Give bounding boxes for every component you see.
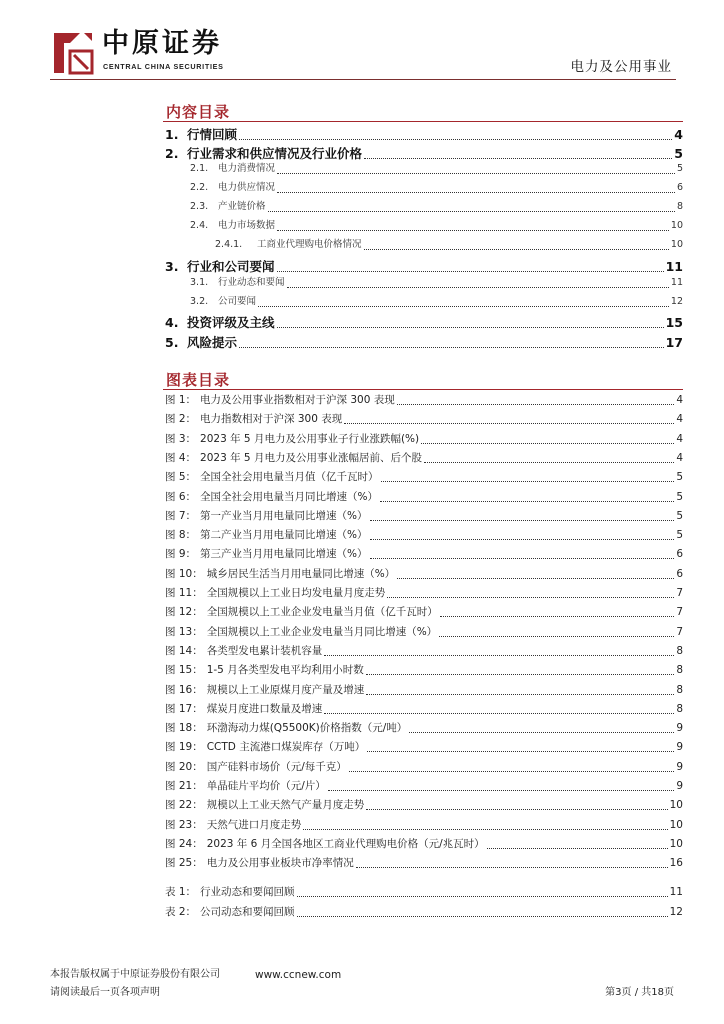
figure-item-number: 图 7： [165, 509, 197, 522]
toc-title: 内容目录 [166, 103, 231, 121]
figure-item-leader [380, 491, 674, 502]
figure-item-label: 全国全社会用电量当月值（亿千瓦时） [200, 471, 379, 484]
figure-item-label: 2023 年 6 月全国各地区工商业代理购电价格（元/兆瓦时） [206, 837, 485, 850]
toc-item-number: 5. [165, 335, 179, 350]
figure-item-page: 7 [676, 587, 683, 599]
toc-item-leader [364, 239, 669, 250]
figure-item-label: 第一产业当月用电量同比增速（%） [200, 509, 368, 522]
toc-item-number: 2.4.1. [215, 239, 243, 250]
figure-item-number: 图 25： [165, 857, 203, 870]
toc-item-leader [277, 182, 675, 193]
figure-item-page: 16 [669, 857, 683, 870]
figure-item-page: 9 [676, 760, 683, 773]
figures-title-divider [163, 389, 683, 390]
figure-item-number: 图 8： [165, 529, 197, 542]
figure-item[interactable] [165, 739, 683, 755]
figure-item-label: 煤炭月度进口数量及增速 [206, 702, 323, 715]
toc-item-page: 5 [676, 163, 683, 174]
table-item-number: 表 2： [165, 906, 197, 918]
figure-item-leader [409, 722, 674, 733]
figure-item-label: 电力及公用事业板块市净率情况 [206, 857, 354, 870]
toc-item-number: 3.1. [190, 277, 209, 288]
figure-item[interactable] [165, 778, 683, 794]
toc-item-page: 6 [676, 182, 683, 193]
toc-item-label: 工商业代理购电价格情况 [257, 239, 362, 250]
figure-item-leader [366, 684, 674, 695]
figure-item-label: 2023 年 5 月电力及公用事业涨幅居前、后个股 [200, 451, 422, 464]
figure-item-leader [367, 741, 674, 752]
figure-item-number: 图 4： [165, 451, 197, 464]
toc-item-number: 2.4. [190, 220, 209, 231]
figure-item-label: 电力指数相对于沪深 300 表现 [200, 413, 343, 426]
figure-item[interactable] [165, 855, 683, 871]
figure-item[interactable] [165, 508, 683, 524]
figure-item-number: 图 2： [165, 413, 197, 426]
figure-item-label: 1-5 月各类型发电平均利用小时数 [206, 664, 364, 677]
figure-item[interactable] [165, 643, 683, 659]
figure-item-label: 规模以上工业原煤月度产量及增速 [206, 683, 365, 696]
toc-item-page: 8 [676, 201, 683, 212]
toc-item-leader [277, 317, 664, 328]
footer-url[interactable]: www.ccnew.com [255, 969, 342, 981]
figure-item-label: 全国规模以上工业企业发电量当月同比增速（%） [206, 625, 438, 638]
figure-item-leader [387, 587, 674, 598]
toc-item-leader [277, 220, 669, 231]
toc-item-page: 17 [665, 335, 683, 350]
toc-item-number: 3.2. [190, 296, 209, 307]
toc-item[interactable] [165, 257, 683, 275]
toc-item-label: 公司要闻 [218, 296, 257, 307]
figure-item-leader [366, 799, 667, 810]
toc-item-page: 11 [665, 259, 683, 274]
brand-name-en: CENTRAL CHINA SECURITIES [103, 62, 224, 71]
figure-item[interactable] [165, 682, 683, 698]
figure-item[interactable] [165, 817, 683, 833]
toc-title-divider [163, 121, 683, 122]
figure-item-page: 10 [669, 818, 683, 831]
figure-item-number: 图 12： [165, 606, 203, 619]
toc-item-number: 4. [165, 315, 179, 330]
toc-item[interactable] [190, 219, 683, 234]
figure-item[interactable] [165, 546, 683, 562]
toc-item[interactable] [165, 125, 683, 143]
toc-item[interactable] [165, 313, 683, 331]
figure-item-page: 6 [676, 548, 683, 561]
figure-item-number: 图 17： [165, 702, 203, 715]
figure-item[interactable] [165, 759, 683, 775]
table-item-label: 公司动态和要闻回顾 [200, 906, 295, 918]
table-item[interactable] [165, 904, 683, 920]
figure-item-page: 5 [676, 509, 683, 522]
toc-item[interactable] [165, 333, 683, 351]
figure-item-number: 图 13： [165, 625, 203, 638]
figure-item[interactable] [165, 469, 683, 485]
toc-item[interactable] [165, 144, 683, 162]
figure-item-page: 5 [676, 529, 683, 542]
figure-item-number: 图 9： [165, 548, 197, 561]
toc-item-leader [277, 261, 664, 272]
figure-item[interactable] [165, 701, 683, 717]
figure-item-label: 城乡居民生活当月用电量同比增速（%） [206, 567, 396, 580]
figure-item-label: 环渤海动力煤(Q5500K)价格指数（元/吨） [206, 722, 408, 735]
figure-item-label: 全国规模以上工业企业发电量当月值（亿千瓦时） [206, 606, 438, 619]
figure-item-label: 2023 年 5 月电力及公用事业子行业涨跌幅(%) [200, 432, 420, 445]
toc-item[interactable] [215, 238, 683, 253]
toc-item-page: 11 [670, 277, 683, 288]
toc-item-number: 3. [165, 259, 179, 274]
toc-item-page: 12 [670, 296, 683, 307]
figure-item-page: 9 [676, 722, 683, 735]
toc-item-label: 投资评级及主线 [187, 315, 275, 330]
toc-item-number: 2.1. [190, 163, 209, 174]
figure-item[interactable] [165, 527, 683, 543]
figure-item-leader [324, 645, 674, 656]
figure-item-label: 各类型发电累计装机容量 [206, 644, 323, 657]
figure-item-leader [324, 703, 674, 714]
toc-item-page: 4 [674, 127, 683, 142]
figure-item-number: 图 6： [165, 490, 197, 503]
toc-item-label: 行业需求和供应情况及行业价格 [187, 146, 363, 161]
figure-item-leader [424, 452, 674, 463]
figure-item-leader [397, 568, 674, 579]
figure-item-label: 电力及公用事业指数相对于沪深 300 表现 [200, 394, 395, 406]
toc-item-number: 2.3. [190, 201, 209, 212]
figure-item-page: 4 [676, 451, 683, 464]
toc-item-label: 风险提示 [187, 335, 238, 350]
figure-item[interactable] [165, 450, 683, 466]
toc-item-label: 行业和公司要闻 [187, 259, 275, 274]
figure-item[interactable] [165, 585, 683, 601]
toc-item-leader [268, 201, 675, 212]
figure-item-leader [328, 780, 675, 791]
figures-title: 图表目录 [166, 371, 231, 389]
figure-item-page: 4 [676, 394, 683, 406]
figure-item-number: 图 20： [165, 760, 203, 773]
toc-item[interactable] [190, 162, 683, 177]
figure-item-page: 9 [676, 780, 683, 792]
figure-item-label: 单晶硅片平均价（元/片） [206, 780, 326, 792]
figure-item-page: 5 [676, 471, 683, 484]
figure-item-page: 4 [676, 432, 683, 445]
figure-item-leader [366, 664, 675, 675]
toc-item-label: 行业动态和要闻 [218, 277, 285, 288]
footer-notice: 请阅读最后一页各项声明 [50, 987, 160, 998]
figure-item-page: 7 [676, 625, 683, 638]
figure-item-leader [344, 413, 674, 424]
toc-item-leader [287, 277, 669, 288]
page-header [0, 0, 724, 82]
footer-page-number: 第3页 / 共18页 [605, 987, 674, 998]
figure-item-number: 图 3： [165, 432, 197, 445]
figure-item-label: 全国全社会用电量当月同比增速（%） [200, 490, 379, 503]
toc-item-page: 15 [665, 315, 683, 330]
figure-item-label: 全国规模以上工业日均发电量月度走势 [206, 587, 386, 599]
figure-item[interactable] [165, 411, 683, 427]
industry-label: 电力及公用事业 [570, 59, 672, 75]
figure-item-number: 图 11： [165, 587, 203, 599]
figure-item-label: CCTD 主流港口煤炭库存（万吨） [206, 741, 366, 754]
figure-item-leader [370, 548, 675, 559]
figure-item-label: 国产硅料市场价（元/每千克） [206, 760, 347, 773]
figure-item[interactable] [165, 604, 683, 620]
figure-item-page: 8 [676, 664, 683, 677]
table-item-leader [297, 886, 668, 897]
figure-item-page: 10 [669, 837, 683, 850]
toc-item[interactable] [190, 181, 683, 196]
toc-item-leader [258, 296, 669, 307]
figure-item-leader [356, 857, 668, 868]
figure-item[interactable] [165, 489, 683, 505]
figure-item-leader [487, 838, 668, 849]
figure-item-leader [440, 606, 675, 617]
toc-item-label: 行情回顾 [187, 127, 238, 142]
figure-item-leader [370, 510, 675, 521]
figure-item-number: 图 10： [165, 567, 203, 580]
toc-item-number: 2.2. [190, 182, 209, 193]
toc-item-leader [239, 129, 672, 140]
figure-item-number: 图 5： [165, 471, 197, 484]
footer-copyright: 本报告版权属于中原证券股份有限公司 [50, 969, 220, 980]
toc-item-label: 电力供应情况 [218, 182, 276, 193]
figure-item-page: 10 [669, 799, 683, 812]
figure-item-number: 图 22： [165, 799, 203, 812]
table-item-leader [297, 906, 668, 917]
figure-item-label: 天然气进口月度走势 [206, 818, 302, 831]
toc-item-page: 10 [670, 239, 683, 250]
figure-item-page: 4 [676, 413, 683, 426]
figure-item-page: 9 [676, 741, 683, 754]
toc-item[interactable] [190, 295, 683, 310]
toc-item-number: 2. [165, 146, 179, 161]
figure-item[interactable] [165, 566, 683, 582]
figure-item-number: 图 23： [165, 818, 203, 831]
figure-item[interactable] [165, 797, 683, 813]
figure-item[interactable] [165, 720, 683, 736]
figure-item[interactable] [165, 392, 683, 408]
toc-item[interactable] [190, 200, 683, 215]
toc-item-page: 5 [674, 146, 683, 161]
logo-icon [50, 31, 96, 75]
figure-item-page: 8 [676, 644, 683, 657]
figure-item-number: 图 21： [165, 780, 203, 792]
figure-item[interactable] [165, 836, 683, 852]
figure-item-page: 5 [676, 490, 683, 503]
figure-item-label: 第二产业当月用电量同比增速（%） [200, 529, 368, 542]
brand-name-cn: 中原证券 [102, 28, 222, 59]
toc-item-label: 产业链价格 [218, 201, 266, 212]
toc-item[interactable] [190, 276, 683, 291]
table-item-page: 12 [669, 906, 683, 918]
figure-item-leader [421, 433, 674, 444]
toc-item-leader [239, 337, 664, 348]
figure-item-number: 图 24： [165, 837, 203, 850]
table-item[interactable] [165, 884, 683, 900]
figure-item-label: 第三产业当月用电量同比增速（%） [200, 548, 368, 561]
figure-item-page: 8 [676, 683, 683, 696]
figure-item[interactable] [165, 624, 683, 640]
figure-item-page: 8 [676, 702, 683, 715]
toc-item-page: 10 [670, 220, 683, 231]
figure-item[interactable] [165, 662, 683, 678]
figure-item-leader [303, 819, 667, 830]
figure-item-number: 图 15： [165, 664, 203, 677]
figure-item-leader [439, 626, 674, 637]
figure-item-number: 图 1： [165, 394, 197, 406]
figure-item-number: 图 19： [165, 741, 203, 754]
figure-item-leader [397, 394, 675, 405]
table-item-page: 11 [669, 886, 683, 898]
toc-item-number: 1. [165, 127, 179, 142]
toc-item-leader [277, 163, 675, 174]
header-divider [50, 79, 676, 80]
table-item-label: 行业动态和要闻回顾 [200, 886, 295, 898]
figure-item-number: 图 14： [165, 644, 203, 657]
figure-item-number: 图 16： [165, 683, 203, 696]
figure-item-leader [381, 471, 675, 482]
figure-item-page: 7 [676, 606, 683, 619]
figure-item[interactable] [165, 431, 683, 447]
figure-item-leader [349, 761, 675, 772]
figure-item-label: 规模以上工业天然气产量月度走势 [206, 799, 365, 812]
toc-item-label: 电力市场数据 [218, 220, 276, 231]
toc-item-label: 电力消费情况 [218, 163, 276, 174]
figure-item-number: 图 18： [165, 722, 203, 735]
figure-item-leader [370, 529, 675, 540]
toc-item-leader [364, 148, 672, 159]
figure-item-page: 6 [676, 567, 683, 580]
table-item-number: 表 1： [165, 886, 197, 898]
